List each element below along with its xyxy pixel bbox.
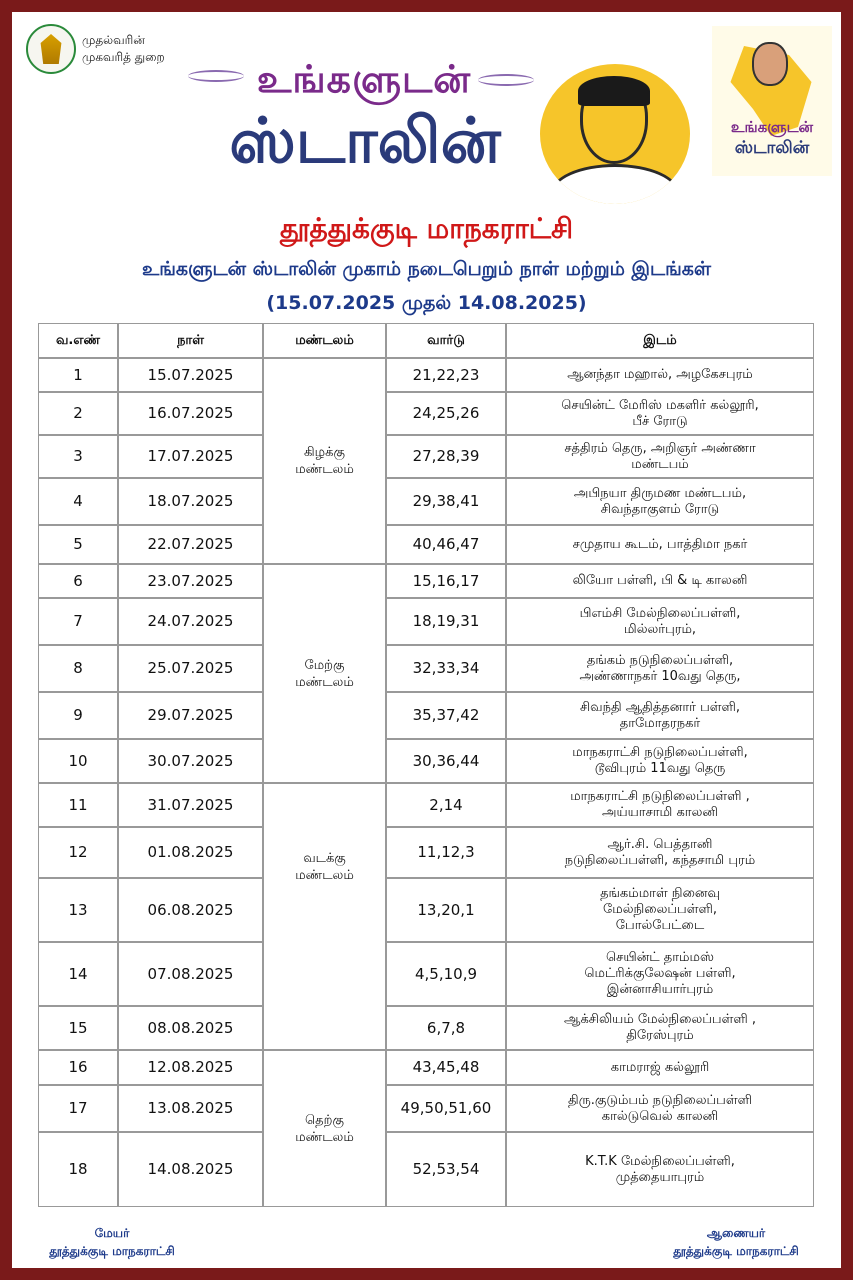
zone-label: தெற்கு மண்டலம் xyxy=(295,1112,354,1145)
header-serial: வ.எண் xyxy=(38,323,118,358)
place-cell: மாநகராட்சி நடுநிலைப்பள்ளி, டூவிபுரம் 11வது தெரு xyxy=(506,739,814,783)
header-zone: மண்டலம் xyxy=(263,323,386,358)
place-cell: ஆர்.சி. பெத்தானி நடுநிலைப்பள்ளி, கந்தசாமி புரம் xyxy=(506,827,814,878)
department-line-2: முகவரித் துறை xyxy=(82,50,165,64)
date-cell: 07.08.2025 xyxy=(118,942,263,1006)
date-cell: 16.07.2025 xyxy=(118,392,263,435)
serial-cell: 13 xyxy=(38,878,118,942)
campaign-title-top: உங்களுடன் xyxy=(256,56,472,101)
place-cell: தங்கம்மாள் நினைவு மேல்நிலைப்பள்ளி, போல்பேட்டை xyxy=(506,878,814,942)
serial-cell: 17 xyxy=(38,1085,118,1132)
ward-cell: 49,50,51,60 xyxy=(386,1085,506,1132)
date-cell: 23.07.2025 xyxy=(118,564,263,598)
ward-cell: 52,53,54 xyxy=(386,1132,506,1207)
leader-portrait-illustration xyxy=(540,64,690,204)
serial-cell: 7 xyxy=(38,598,118,645)
ward-cell: 32,33,34 xyxy=(386,645,506,692)
zone-cell xyxy=(263,783,386,1050)
mayor-title: மேயர் xyxy=(94,1226,130,1240)
date-cell: 18.07.2025 xyxy=(118,478,263,525)
serial-cell: 4 xyxy=(38,478,118,525)
place-cell: ஆனந்தா மஹால், அழகேசபுரம் xyxy=(506,358,814,392)
date-cell: 13.08.2025 xyxy=(118,1085,263,1132)
date-cell: 17.07.2025 xyxy=(118,435,263,478)
place-cell: பிஎம்சி மேல்நிலைப்பள்ளி, மில்லர்புரம், xyxy=(506,598,814,645)
commissioner-signature-block xyxy=(646,1224,826,1260)
serial-cell: 18 xyxy=(38,1132,118,1207)
mayor-org: தூத்துக்குடி மாநகராட்சி xyxy=(49,1244,175,1258)
place-cell: திரு.குடும்பம் நடுநிலைப்பள்ளி கால்டுவெல் காலனி xyxy=(506,1085,814,1132)
place-cell: லியோ பள்ளி, பி & டி காலனி xyxy=(506,564,814,598)
department-line-1: முதல்வரின் xyxy=(82,33,145,47)
serial-cell: 6 xyxy=(38,564,118,598)
serial-cell: 15 xyxy=(38,1006,118,1050)
ward-cell: 11,12,3 xyxy=(386,827,506,878)
serial-cell: 14 xyxy=(38,942,118,1006)
header-ward: வார்டு xyxy=(386,323,506,358)
date-cell: 24.07.2025 xyxy=(118,598,263,645)
date-cell: 15.07.2025 xyxy=(118,358,263,392)
serial-cell: 12 xyxy=(38,827,118,878)
place-cell: சமுதாய கூடம், பாத்திமா நகர் xyxy=(506,525,814,564)
mayor-signature-block xyxy=(32,1224,192,1260)
zone-cell xyxy=(263,564,386,783)
date-cell: 30.07.2025 xyxy=(118,739,263,783)
campaign-badge xyxy=(712,26,832,176)
date-cell: 08.08.2025 xyxy=(118,1006,263,1050)
zone-label: மேற்கு மண்டலம் xyxy=(295,657,354,690)
ward-cell: 35,37,42 xyxy=(386,692,506,739)
place-cell: தங்கம் நடுநிலைப்பள்ளி, அண்ணாநகர் 10வது தெரு, xyxy=(506,645,814,692)
serial-cell: 3 xyxy=(38,435,118,478)
leader-photo-icon xyxy=(752,42,788,86)
date-cell: 29.07.2025 xyxy=(118,692,263,739)
poster xyxy=(12,12,841,1268)
header-date: நாள் xyxy=(118,323,263,358)
schedule-subtitle: உங்களுடன் ஸ்டாலின் முகாம் நடைபெறும் நாள் மற்றும் இடங்கள் xyxy=(141,258,712,280)
zone-cell xyxy=(263,358,386,564)
tamil-nadu-emblem-icon xyxy=(26,24,76,74)
header-place: இடம் xyxy=(506,323,814,358)
badge-line-2: ஸ்டாலின் xyxy=(734,138,810,158)
corporation-title: தூத்துக்குடி மாநகராட்சி xyxy=(279,212,574,245)
title-ornament-right xyxy=(478,74,534,86)
zone-cell xyxy=(263,1050,386,1207)
ward-cell: 24,25,26 xyxy=(386,392,506,435)
ward-cell: 27,28,39 xyxy=(386,435,506,478)
commissioner-org: தூத்துக்குடி மாநகராட்சி xyxy=(673,1244,799,1258)
campaign-title-main: ஸ்டாலின் xyxy=(229,104,501,177)
ward-cell: 18,19,31 xyxy=(386,598,506,645)
place-cell: ஆக்சிலியம் மேல்நிலைப்பள்ளி , திரேஸ்புரம் xyxy=(506,1006,814,1050)
serial-cell: 16 xyxy=(38,1050,118,1085)
serial-cell: 11 xyxy=(38,783,118,827)
serial-cell: 9 xyxy=(38,692,118,739)
place-cell: காமராஜ் கல்லூரி xyxy=(506,1050,814,1085)
ward-cell: 43,45,48 xyxy=(386,1050,506,1085)
ward-cell: 30,36,44 xyxy=(386,739,506,783)
place-cell: செயின்ட் தாம்மஸ் மெட்ரிக்குலேஷன் பள்ளி, இன்னாசியார்புரம் xyxy=(506,942,814,1006)
ward-cell: 29,38,41 xyxy=(386,478,506,525)
place-cell: செயின்ட் மேரிஸ் மகளிர் கல்லூரி, பீச் ரோடு xyxy=(506,392,814,435)
place-cell: சத்திரம் தெரு, அறிஞர் அண்ணா மண்டபம் xyxy=(506,435,814,478)
zone-label: கிழக்கு மண்டலம் xyxy=(295,445,354,477)
zone-label: வடக்கு மண்டலம் xyxy=(295,850,354,883)
commissioner-title: ஆணையர் xyxy=(706,1226,766,1240)
place-cell: அபிநயா திருமண மண்டபம், சிவந்தாகுளம் ரோடு xyxy=(506,478,814,525)
serial-cell: 2 xyxy=(38,392,118,435)
ward-cell: 40,46,47 xyxy=(386,525,506,564)
ward-cell: 21,22,23 xyxy=(386,358,506,392)
place-cell: மாநகராட்சி நடுநிலைப்பள்ளி , அய்யாசாமி காலனி xyxy=(506,783,814,827)
serial-cell: 5 xyxy=(38,525,118,564)
ward-cell: 15,16,17 xyxy=(386,564,506,598)
date-range: (15.07.2025 முதல் 14.08.2025) xyxy=(266,292,587,314)
date-cell: 31.07.2025 xyxy=(118,783,263,827)
ward-cell: 13,20,1 xyxy=(386,878,506,942)
serial-cell: 1 xyxy=(38,358,118,392)
ward-cell: 2,14 xyxy=(386,783,506,827)
schedule-table xyxy=(38,323,814,1216)
ward-cell: 4,5,10,9 xyxy=(386,942,506,1006)
date-cell: 01.08.2025 xyxy=(118,827,263,878)
department-name xyxy=(82,32,165,66)
date-cell: 06.08.2025 xyxy=(118,878,263,942)
date-cell: 12.08.2025 xyxy=(118,1050,263,1085)
serial-cell: 10 xyxy=(38,739,118,783)
badge-line-1: உங்களுடன் xyxy=(730,118,814,136)
title-ornament-left xyxy=(188,70,244,82)
serial-cell: 8 xyxy=(38,645,118,692)
place-cell: சிவந்தி ஆதித்தனார் பள்ளி, தாமோதரநகர் xyxy=(506,692,814,739)
date-cell: 22.07.2025 xyxy=(118,525,263,564)
ward-cell: 6,7,8 xyxy=(386,1006,506,1050)
place-cell: K.T.K மேல்நிலைப்பள்ளி, முத்தையாபுரம் xyxy=(506,1132,814,1207)
date-cell: 14.08.2025 xyxy=(118,1132,263,1207)
date-cell: 25.07.2025 xyxy=(118,645,263,692)
